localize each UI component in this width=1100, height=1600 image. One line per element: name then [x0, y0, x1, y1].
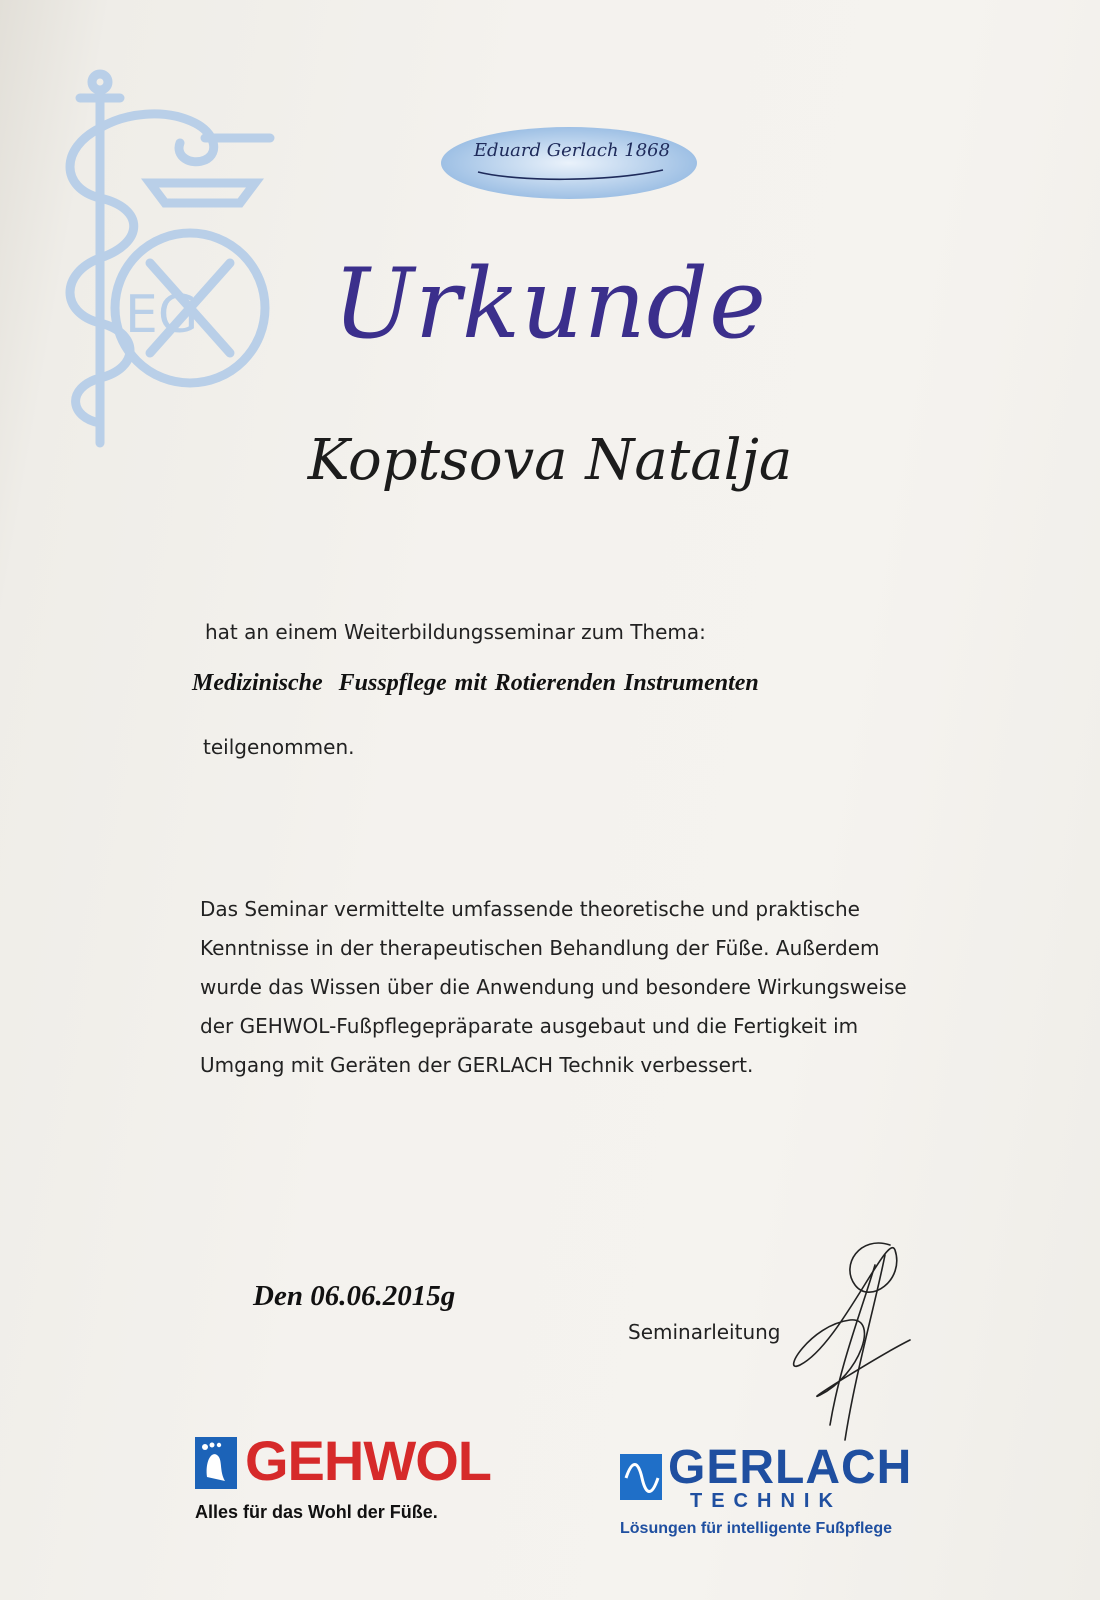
description-line: wurde das Wissen über die Anwendung und besondere Wirkungsweise: [200, 975, 907, 999]
description-line: Das Seminar vermittelte umfassende theoretische und praktische: [200, 897, 860, 921]
gerlach-tagline: Lösungen für intelligente Fußpflege: [620, 1520, 892, 1537]
gehwol-name: GEHWOL: [245, 1429, 491, 1492]
emblem-letters: EG: [125, 285, 199, 345]
description: [200, 890, 940, 1085]
recipient-name: Koptsova Natalja: [307, 428, 793, 493]
intro-text: hat an einem Weiterbildungsseminar zum Thema:: [205, 620, 706, 644]
seminar-leader-label: Seminarleitung: [628, 1320, 781, 1344]
signature-icon: [780, 1225, 940, 1455]
gehwol-tagline: Alles für das Wohl der Füße.: [195, 1502, 438, 1522]
gerlach-sub: TECHNIK: [690, 1490, 842, 1512]
seminar-topic: Medizinische Fusspflege mit Rotierenden Instrumenten: [192, 670, 759, 696]
certificate-date: Den 06.06.2015g: [253, 1280, 456, 1312]
oval-script-logo-icon: [438, 124, 700, 202]
oval-script-text: Eduard Gerlach 1868: [473, 140, 671, 161]
certificate-title: Urkunde: [333, 248, 767, 360]
participated-text: teilgenommen.: [203, 735, 355, 759]
description-line: Umgang mit Geräten der GERLACH Technik verbessert.: [200, 1053, 754, 1077]
gerlach-name: GERLACH: [668, 1441, 913, 1494]
description-line: Kenntnisse in der therapeutischen Behandlung der Füße. Außerdem: [200, 936, 880, 960]
description-line: der GEHWOL-Fußpflegepräparate ausgebaut und die Fertigkeit im: [200, 1014, 859, 1038]
